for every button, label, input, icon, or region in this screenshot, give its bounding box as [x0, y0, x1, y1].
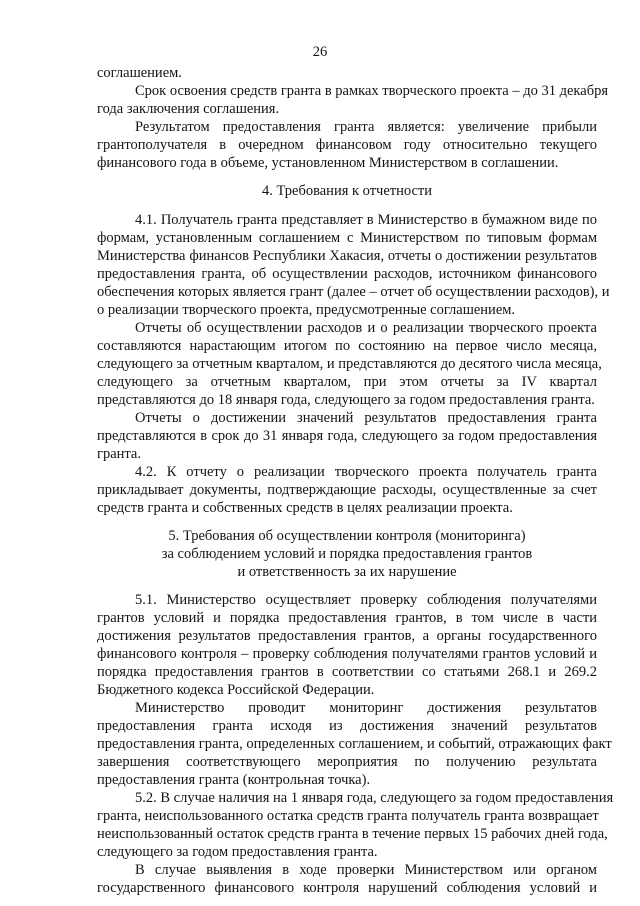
text-line: грантополучателя в очередном финансовом году относительно текущего	[97, 137, 597, 153]
text-line: 4.1. Получатель гранта представляет в Министерство в бумажном виде по	[135, 212, 597, 228]
text-line: 5.1. Министерство осуществляет проверку соблюдения получателями	[135, 592, 597, 608]
text-line: Результатом предоставления гранта является: увеличение прибыли	[135, 119, 597, 135]
text-line: финансового года в объеме, установленном Министерством в соглашении.	[97, 155, 559, 171]
text-line: грантов условий и порядка предоставления грантов, в том числе в части	[97, 610, 597, 626]
text-line: обеспечения которых является грант (далее – отчет об осуществлении расходов), и	[97, 284, 610, 300]
text-line: В случае выявления в ходе проверки Министерством или органом	[135, 862, 597, 878]
text-line: Отчеты об осуществлении расходов и о реализации творческого проекта	[135, 320, 597, 336]
text-line: формам, установленным соглашением с Министерством по типовым формам	[97, 230, 597, 246]
text-line: года заключения соглашения.	[97, 101, 280, 117]
text-line: 4.2. К отчету о реализации творческого проекта получатель гранта	[135, 464, 597, 480]
text-line: представляются в срок до 31 января года, следующего за годом предоставления	[97, 428, 597, 444]
text-line: прикладывает документы, подтверждающие расходы, осуществленные за счет	[97, 482, 597, 498]
text-line: государственного финансового контроля нарушений соблюдения условий и	[97, 880, 597, 896]
text-line: неиспользованный остаток средств гранта в течение первых 15 рабочих дней года,	[97, 826, 608, 842]
page-number: 26	[312, 44, 328, 60]
text-line: Министерство проводит мониторинг достижения результатов	[135, 700, 597, 716]
text-line: предоставления гранта (контрольная точка).	[97, 772, 371, 788]
text-line: Министерства финансов Республики Хакасия, отчеты о достижении результатов	[97, 248, 597, 264]
text-line: Бюджетного кодекса Российской Федерации.	[97, 682, 375, 698]
text-line: предоставления гранта исходя из достижения значений результатов	[97, 718, 597, 734]
text-line: завершения соответствующего мероприятия по получению результата	[97, 754, 597, 770]
section-heading-5: 5. Требования об осуществлении контроля (мониторинга)	[168, 528, 526, 544]
text-line: предоставления гранта, об осуществлении расходов, источником финансового	[97, 266, 597, 282]
text-line: 5.2. В случае наличия на 1 января года, следующего за годом предоставления	[135, 790, 614, 806]
text-line: следующего за годом предоставления гранта.	[97, 844, 378, 860]
text-line: Срок освоения средств гранта в рамках творческого проекта – до 31 декабря	[135, 83, 608, 99]
text-line: средств гранта и собственных средств в целях реализации проекта.	[97, 500, 513, 516]
section-heading-5: за соблюдением условий и порядка предоставления грантов	[161, 546, 533, 562]
section-heading-4: 4. Требования к отчетности	[261, 183, 433, 199]
text-line: гранта, неиспользованного остатка средств гранта получатель гранта возвращает	[97, 808, 599, 824]
text-line: следующего за отчетным кварталом, и представляются до десятого числа месяца,	[97, 356, 602, 372]
text-line: предоставления гранта, определенных соглашением, и событий, отражающих факт	[97, 736, 612, 752]
text-line: гранта.	[97, 446, 141, 462]
text-line: представляются до 18 января года, следующего за годом предоставления гранта.	[97, 392, 595, 408]
text-line: Отчеты о достижении значений результатов предоставления гранта	[135, 410, 597, 426]
text-line: соглашением.	[97, 65, 182, 81]
text-line: следующего за отчетным кварталом, при этом отчеты за IV квартал	[97, 374, 597, 390]
text-line: финансового контроля – проверку соблюдения получателями грантов условий и	[97, 646, 597, 662]
text-line: достижения результатов предоставления грантов, а органы государственного	[97, 628, 597, 644]
text-line: порядка предоставления грантов в соответствии со статьями 268.1 и 269.2	[97, 664, 597, 680]
text-line: о реализации творческого проекта, предусмотренные соглашением.	[97, 302, 516, 318]
section-heading-5: и ответственность за их нарушение	[237, 564, 457, 580]
text-line: составляются нарастающим итогом по состоянию на первое число месяца,	[97, 338, 597, 354]
